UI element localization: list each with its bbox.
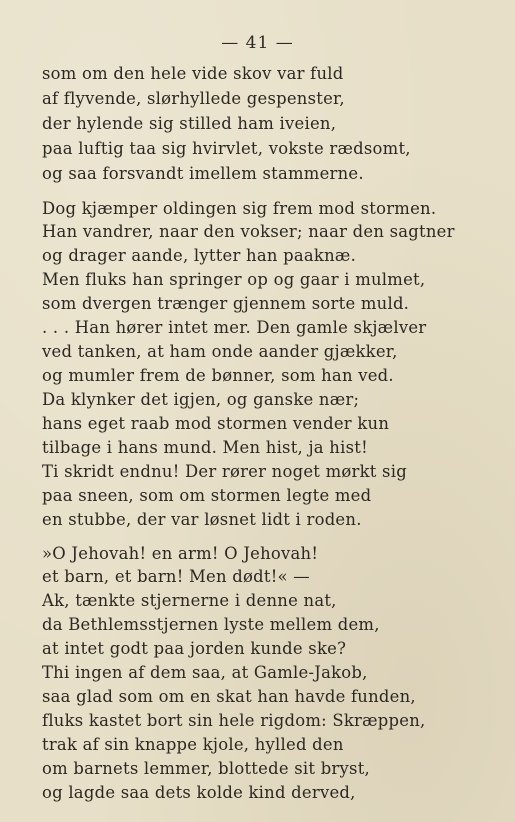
text-line: Da klynker det igjen, og ganske nær;: [42, 390, 360, 409]
text-line: og saa forsvandt imellem stammerne.: [42, 164, 364, 183]
text-line: Ak, tænkte stjernerne i denne nat,: [42, 591, 337, 610]
text-line: og mumler frem de bønner, som han ved.: [42, 366, 394, 385]
text-line: at intet godt paa jorden kunde ske?: [42, 639, 347, 658]
text-line: og lagde saa dets kolde kind derved,: [42, 783, 356, 802]
text-line: hans eget raab mod stormen vender kun: [42, 414, 390, 433]
text-line: tilbage i hans mund. Men hist, ja hist!: [42, 438, 368, 457]
text-line: en stubbe, der var løsnet lidt i roden.: [42, 510, 362, 529]
text-line: Dog kjæmper oldingen sig frem mod stormen.: [42, 199, 437, 218]
text-line: fluks kastet bort sin hele rigdom: Skræppen,: [42, 711, 426, 730]
text-line: et barn, et barn! Men dødt!« —: [42, 567, 310, 586]
text-line: som dvergen trænger gjennem sorte muld.: [42, 294, 410, 313]
text-line: paa luftig taa sig hvirvlet, vokste rædsomt,: [42, 139, 411, 158]
text-line: og drager aande, lytter han paaknæ.: [42, 246, 357, 265]
text-line: Ti skridt endnu! Der rører noget mørkt sig: [42, 462, 407, 481]
text-line: om barnets lemmer, blottede sit bryst,: [42, 759, 370, 778]
text-line: da Bethlemsstjernen lyste mellem dem,: [42, 615, 380, 634]
text-line: som om den hele vide skov var fuld: [42, 64, 344, 83]
text-line: »O Jehovah! en arm! O Jehovah!: [42, 544, 319, 563]
text-line: Thi ingen af dem saa, at Gamle-Jakob,: [42, 663, 368, 682]
text-line: Men fluks han springer op og gaar i mulmet,: [42, 270, 426, 289]
text-line: . . . Han hører intet mer. Den gamle skjælver: [42, 318, 427, 337]
text-line: der hylende sig stilled ham iveien,: [42, 114, 337, 133]
text-line: Han vandrer, naar den vokser; naar den sagtner: [42, 222, 455, 241]
page-number: — 41 —: [221, 33, 294, 53]
text-line: saa glad som om en skat han havde funden,: [42, 687, 416, 706]
text-line: trak af sin knappe kjole, hylled den: [42, 735, 344, 754]
text-line: paa sneen, som om stormen legte med: [42, 486, 372, 505]
text-line: af flyvende, slørhyllede gespenster,: [42, 89, 345, 108]
text-line: ved tanken, at ham onde aander gjækker,: [42, 342, 398, 361]
